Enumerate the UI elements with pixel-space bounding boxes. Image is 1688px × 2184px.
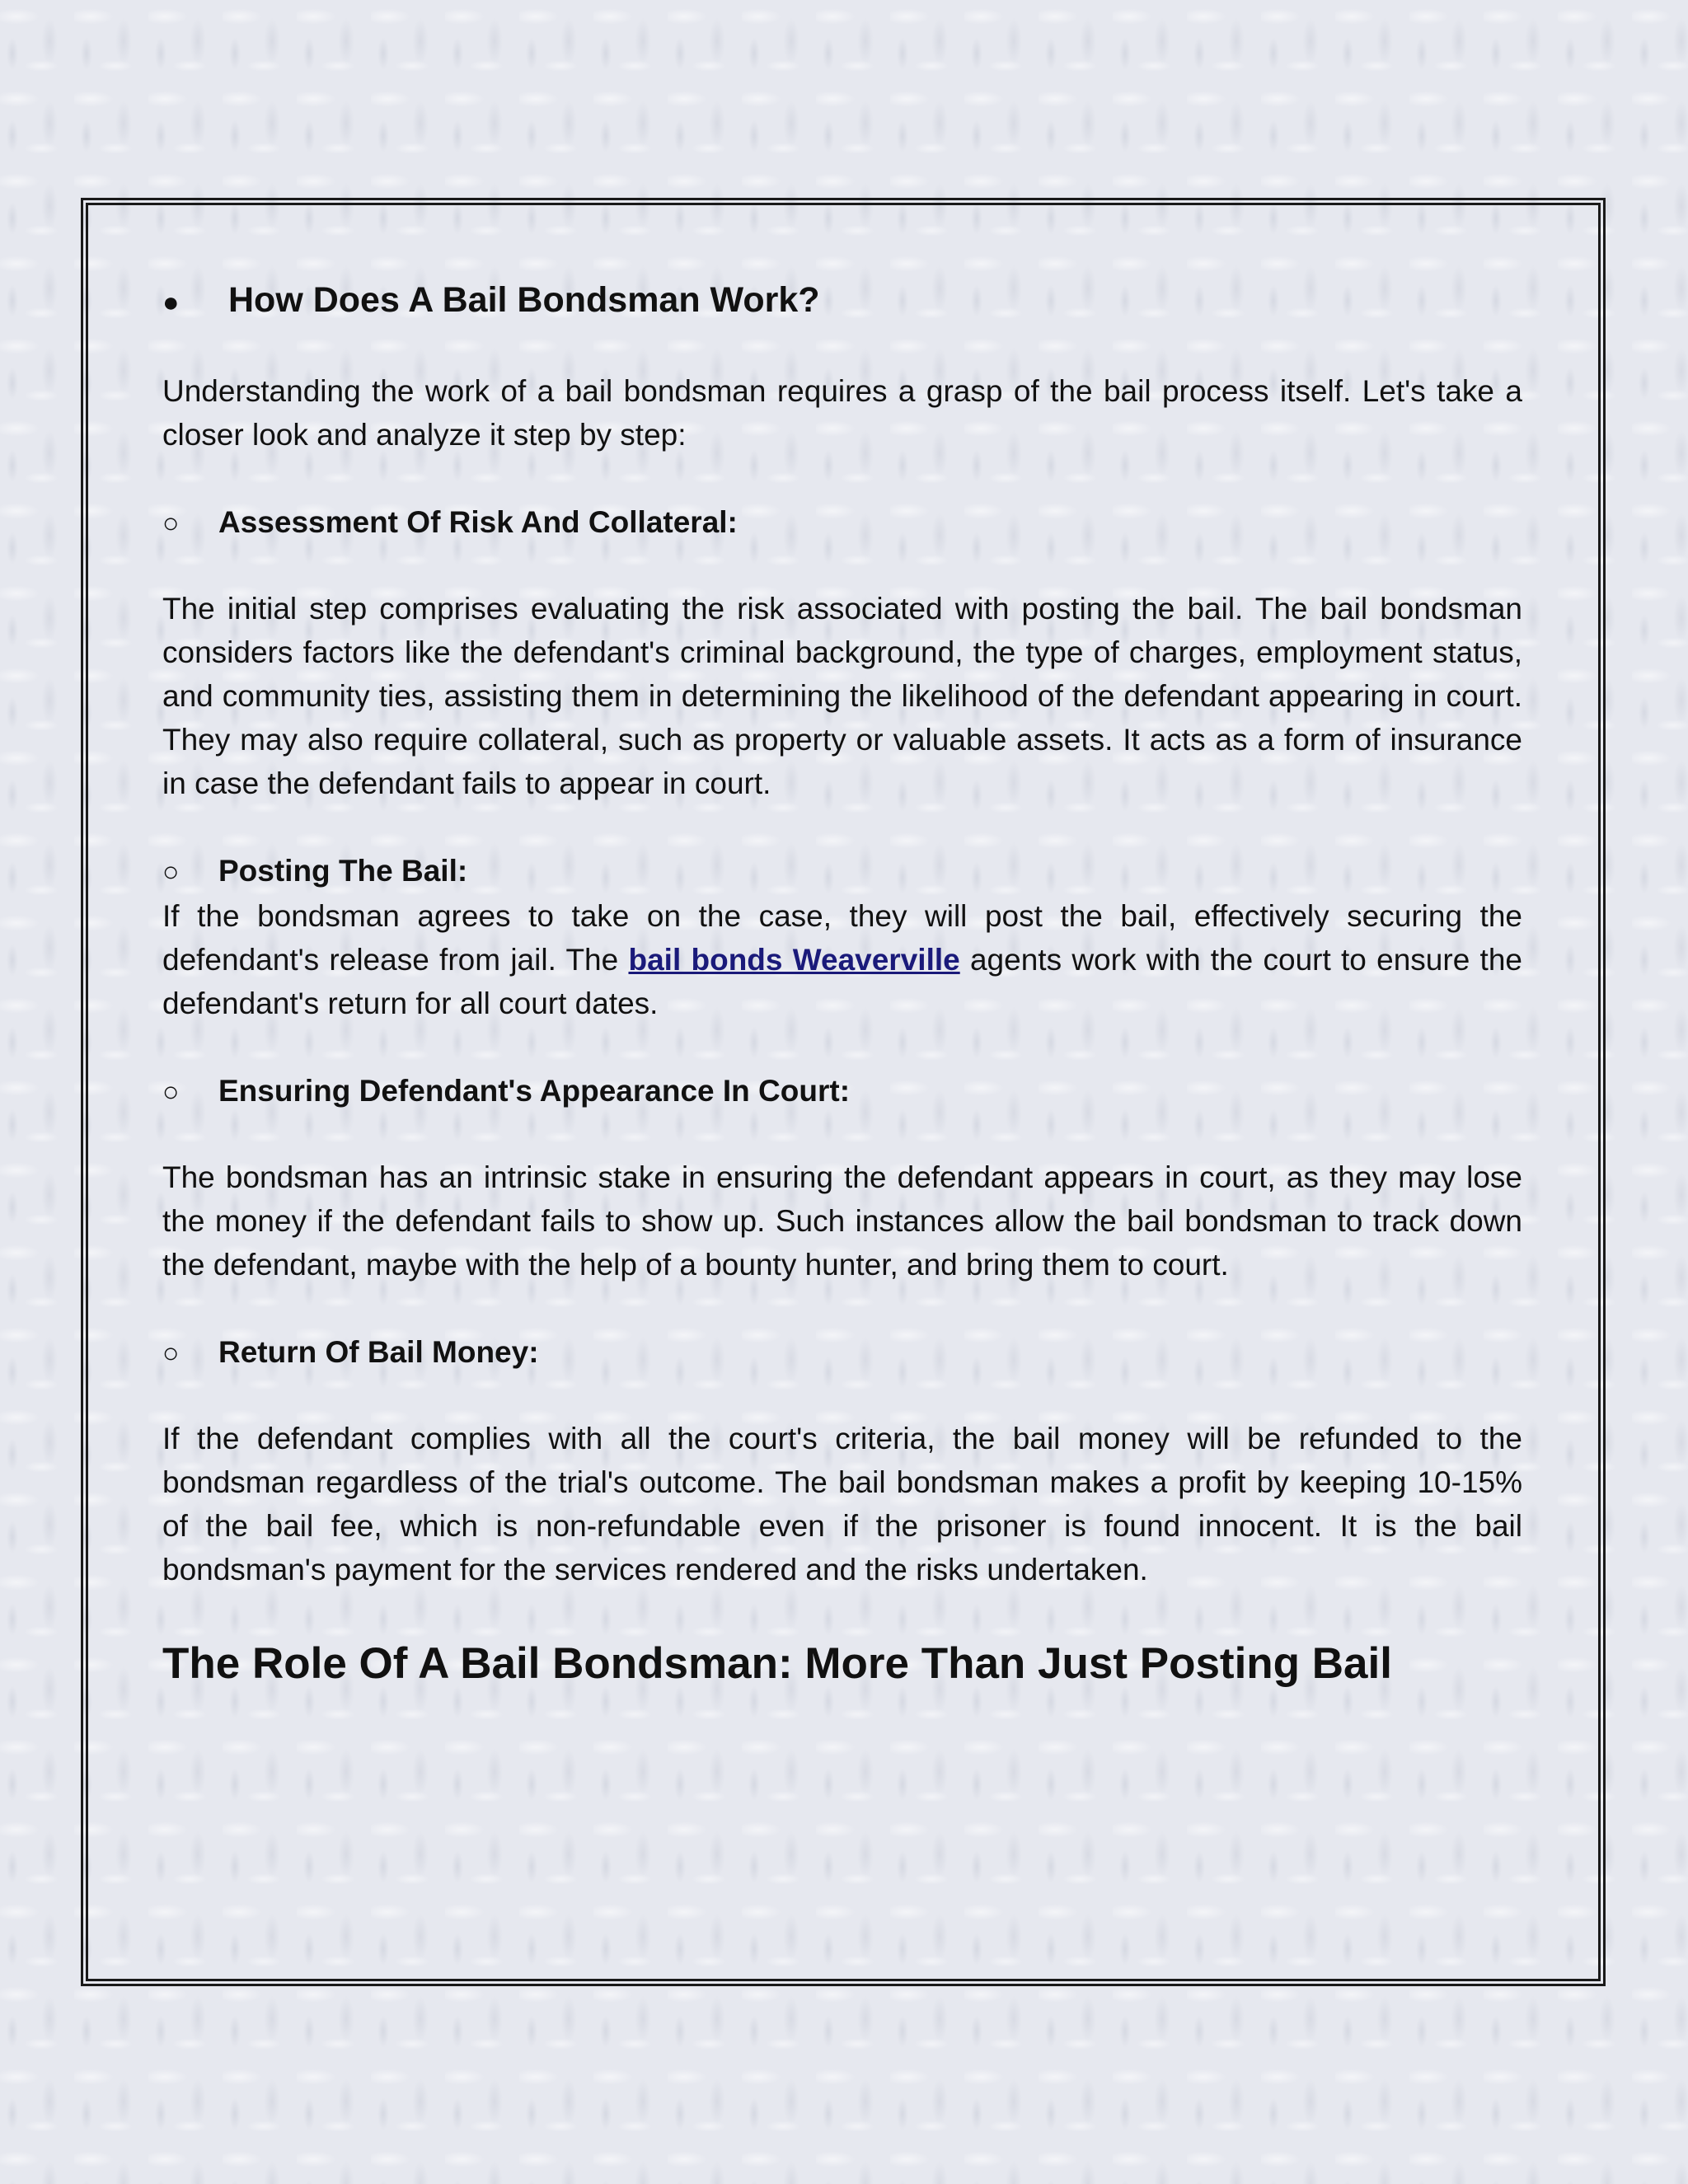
- step-paragraph-appearance: The bondsman has an intrinsic stake in ensuring the defendant appears in court, as they may lose the money if the defendant fails to show up. Such instances allow the bail bondsman to track down the defendant, maybe with the help of a bounty hunter, and bring them to court.: [162, 1160, 1522, 1282]
- bullet-circle-icon: ○: [162, 856, 180, 888]
- step-heading-risk: [162, 500, 1522, 546]
- step-title: Posting The Bail:: [218, 854, 468, 888]
- bail-bonds-weaverville-link[interactable]: bail bonds Weaverville: [628, 943, 960, 977]
- step-paragraph-return: If the defendant complies with all the court's criteria, the bail money will be refunded to the bondsman regardless of the trial's outcome. The bail bondsman makes a profit by keeping 10-15% of the bail fee, which is non-refundable even if the prisoner is found innocent. It is the bail bondsman's payment for the services rendered and the risks undertaken.: [162, 1422, 1522, 1586]
- step-heading-posting: [162, 849, 1522, 894]
- step-paragraph-risk: The initial step comprises evaluating the risk associated with posting the bail. The bail bondsman considers factors like the defendant's criminal background, the type of charges, employment status, and community ties, assisting them in determining the likelihood of the defendant appearing in court. They may also require collateral, such as property or valuable assets. It acts as a form of insurance in case the defendant fails to appear in court.: [162, 592, 1522, 800]
- step-title: Assessment Of Risk And Collateral:: [218, 505, 738, 539]
- step-heading-return: [162, 1330, 1522, 1376]
- document-body: [162, 272, 1522, 1693]
- paragraph-text: agents work with the court to ensure the defendant's return for all court dates.: [162, 943, 1522, 1020]
- step-heading-appearance: [162, 1069, 1522, 1114]
- bullet-circle-icon: ○: [162, 1338, 180, 1369]
- closing-heading: The Role Of A Bail Bondsman: More Than Just Posting Bail: [162, 1639, 1392, 1688]
- section-heading: [162, 277, 1522, 326]
- paragraph-text: If the bondsman agrees to take on the case, they will post the bail, effectively securing the defendant's release from jail. The: [162, 899, 1522, 977]
- intro-paragraph: Understanding the work of a bail bondsman requires a grasp of the bail process itself. Let's take a closer look and analyze it step by step:: [162, 374, 1522, 452]
- step-paragraph-posting: [162, 894, 1522, 1025]
- step-title: Ensuring Defendant's Appearance In Court:: [218, 1074, 851, 1108]
- bullet-disc-icon: ●: [162, 287, 180, 318]
- bullet-circle-icon: ○: [162, 508, 180, 539]
- section-title: How Does A Bail Bondsman Work?: [228, 280, 820, 320]
- bullet-circle-icon: ○: [162, 1076, 180, 1108]
- step-title: Return Of Bail Money:: [218, 1335, 539, 1369]
